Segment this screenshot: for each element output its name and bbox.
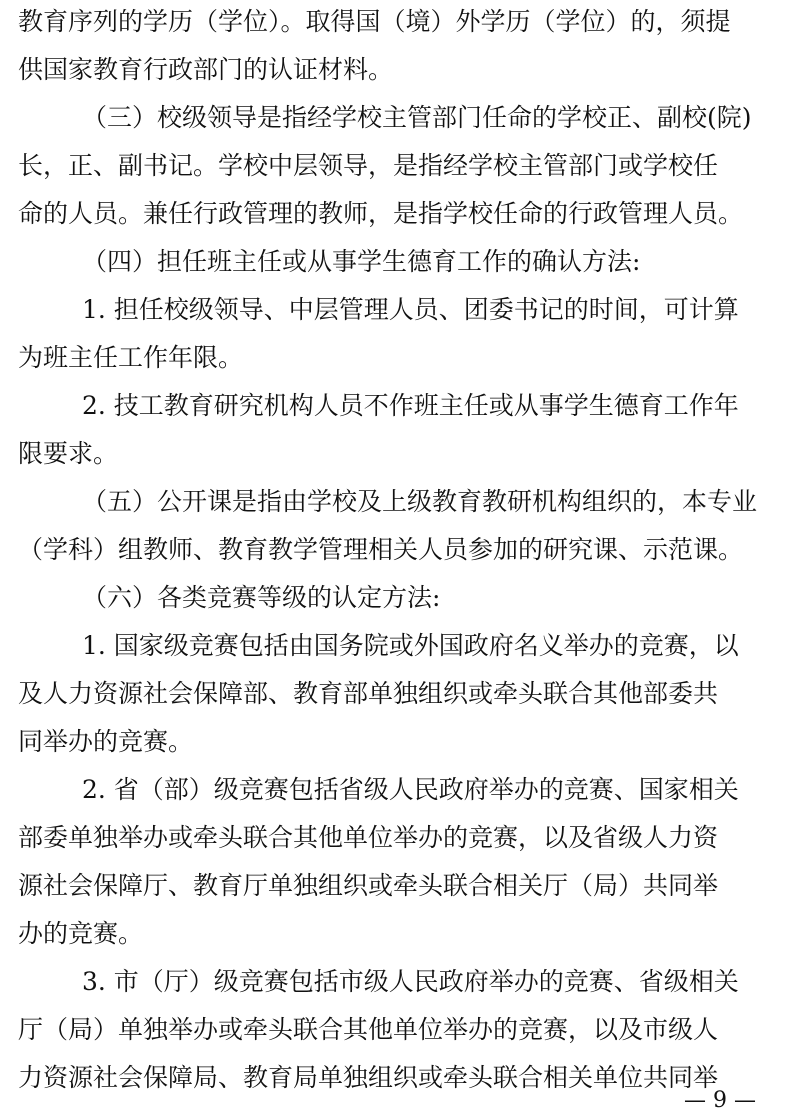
- text-line: 教育序列的学历（学位）。取得国（境）外学历（学位）的，须提: [18, 7, 731, 36]
- text-line: （五）公开课是指由学校及上级教育教研机构组织的，本专业: [82, 487, 758, 516]
- text-line: 同举办的竞赛。: [18, 727, 194, 756]
- text-line: 源社会保障厅、教育厅单独组织或牵头联合相关厅（局）共同举: [18, 871, 719, 900]
- text-line: 办的竞赛。: [18, 919, 144, 948]
- text-line: 部委单独举办或牵头联合其他单位举办的竞赛，以及省级人力资: [18, 823, 719, 852]
- text-line: 厅（局）单独举办或牵头联合其他单位举办的竞赛，以及市级人: [18, 1015, 719, 1044]
- text-line: 力资源社会保障局、教育局单独组织或牵头联合相关单位共同举: [18, 1063, 719, 1092]
- text-line: 长，正、副书记。学校中层领导，是指经学校主管部门或学校任: [18, 151, 719, 180]
- text-line: 2. 省（部）级竞赛包括省级人民政府举办的竞赛、国家相关: [82, 775, 739, 804]
- text-line: 命的人员。兼任行政管理的教师，是指学校任命的行政管理人员。: [18, 199, 744, 228]
- page-number: — 9 —: [684, 1088, 756, 1113]
- text-line: 为班主任工作年限。: [18, 343, 244, 372]
- text-line: 供国家教育行政部门的认证材料。: [18, 55, 394, 84]
- text-line: （四）担任班主任或从事学生德育工作的确认方法:: [82, 247, 641, 276]
- text-line: 3. 市（厅）级竞赛包括市级人民政府举办的竞赛、省级相关: [82, 967, 739, 996]
- text-line: 限要求。: [18, 439, 119, 468]
- text-line: 及人力资源社会保障部、教育部单独组织或牵头联合其他部委共: [18, 679, 719, 708]
- text-line: （三）校级领导是指经学校主管部门任命的学校正、副校(院): [82, 103, 752, 132]
- text-line: （学科）组教师、教育教学管理相关人员参加的研究课、示范课。: [18, 535, 744, 564]
- text-line: （六）各类竞赛等级的认定方法:: [82, 583, 441, 612]
- text-line: 2. 技工教育研究机构人员不作班主任或从事学生德育工作年: [82, 391, 739, 420]
- text-line: 1. 国家级竞赛包括由国务院或外国政府名义举办的竞赛，以: [82, 631, 739, 660]
- text-line: 1. 担任校级领导、中层管理人员、团委书记的时间，可计算: [82, 295, 739, 324]
